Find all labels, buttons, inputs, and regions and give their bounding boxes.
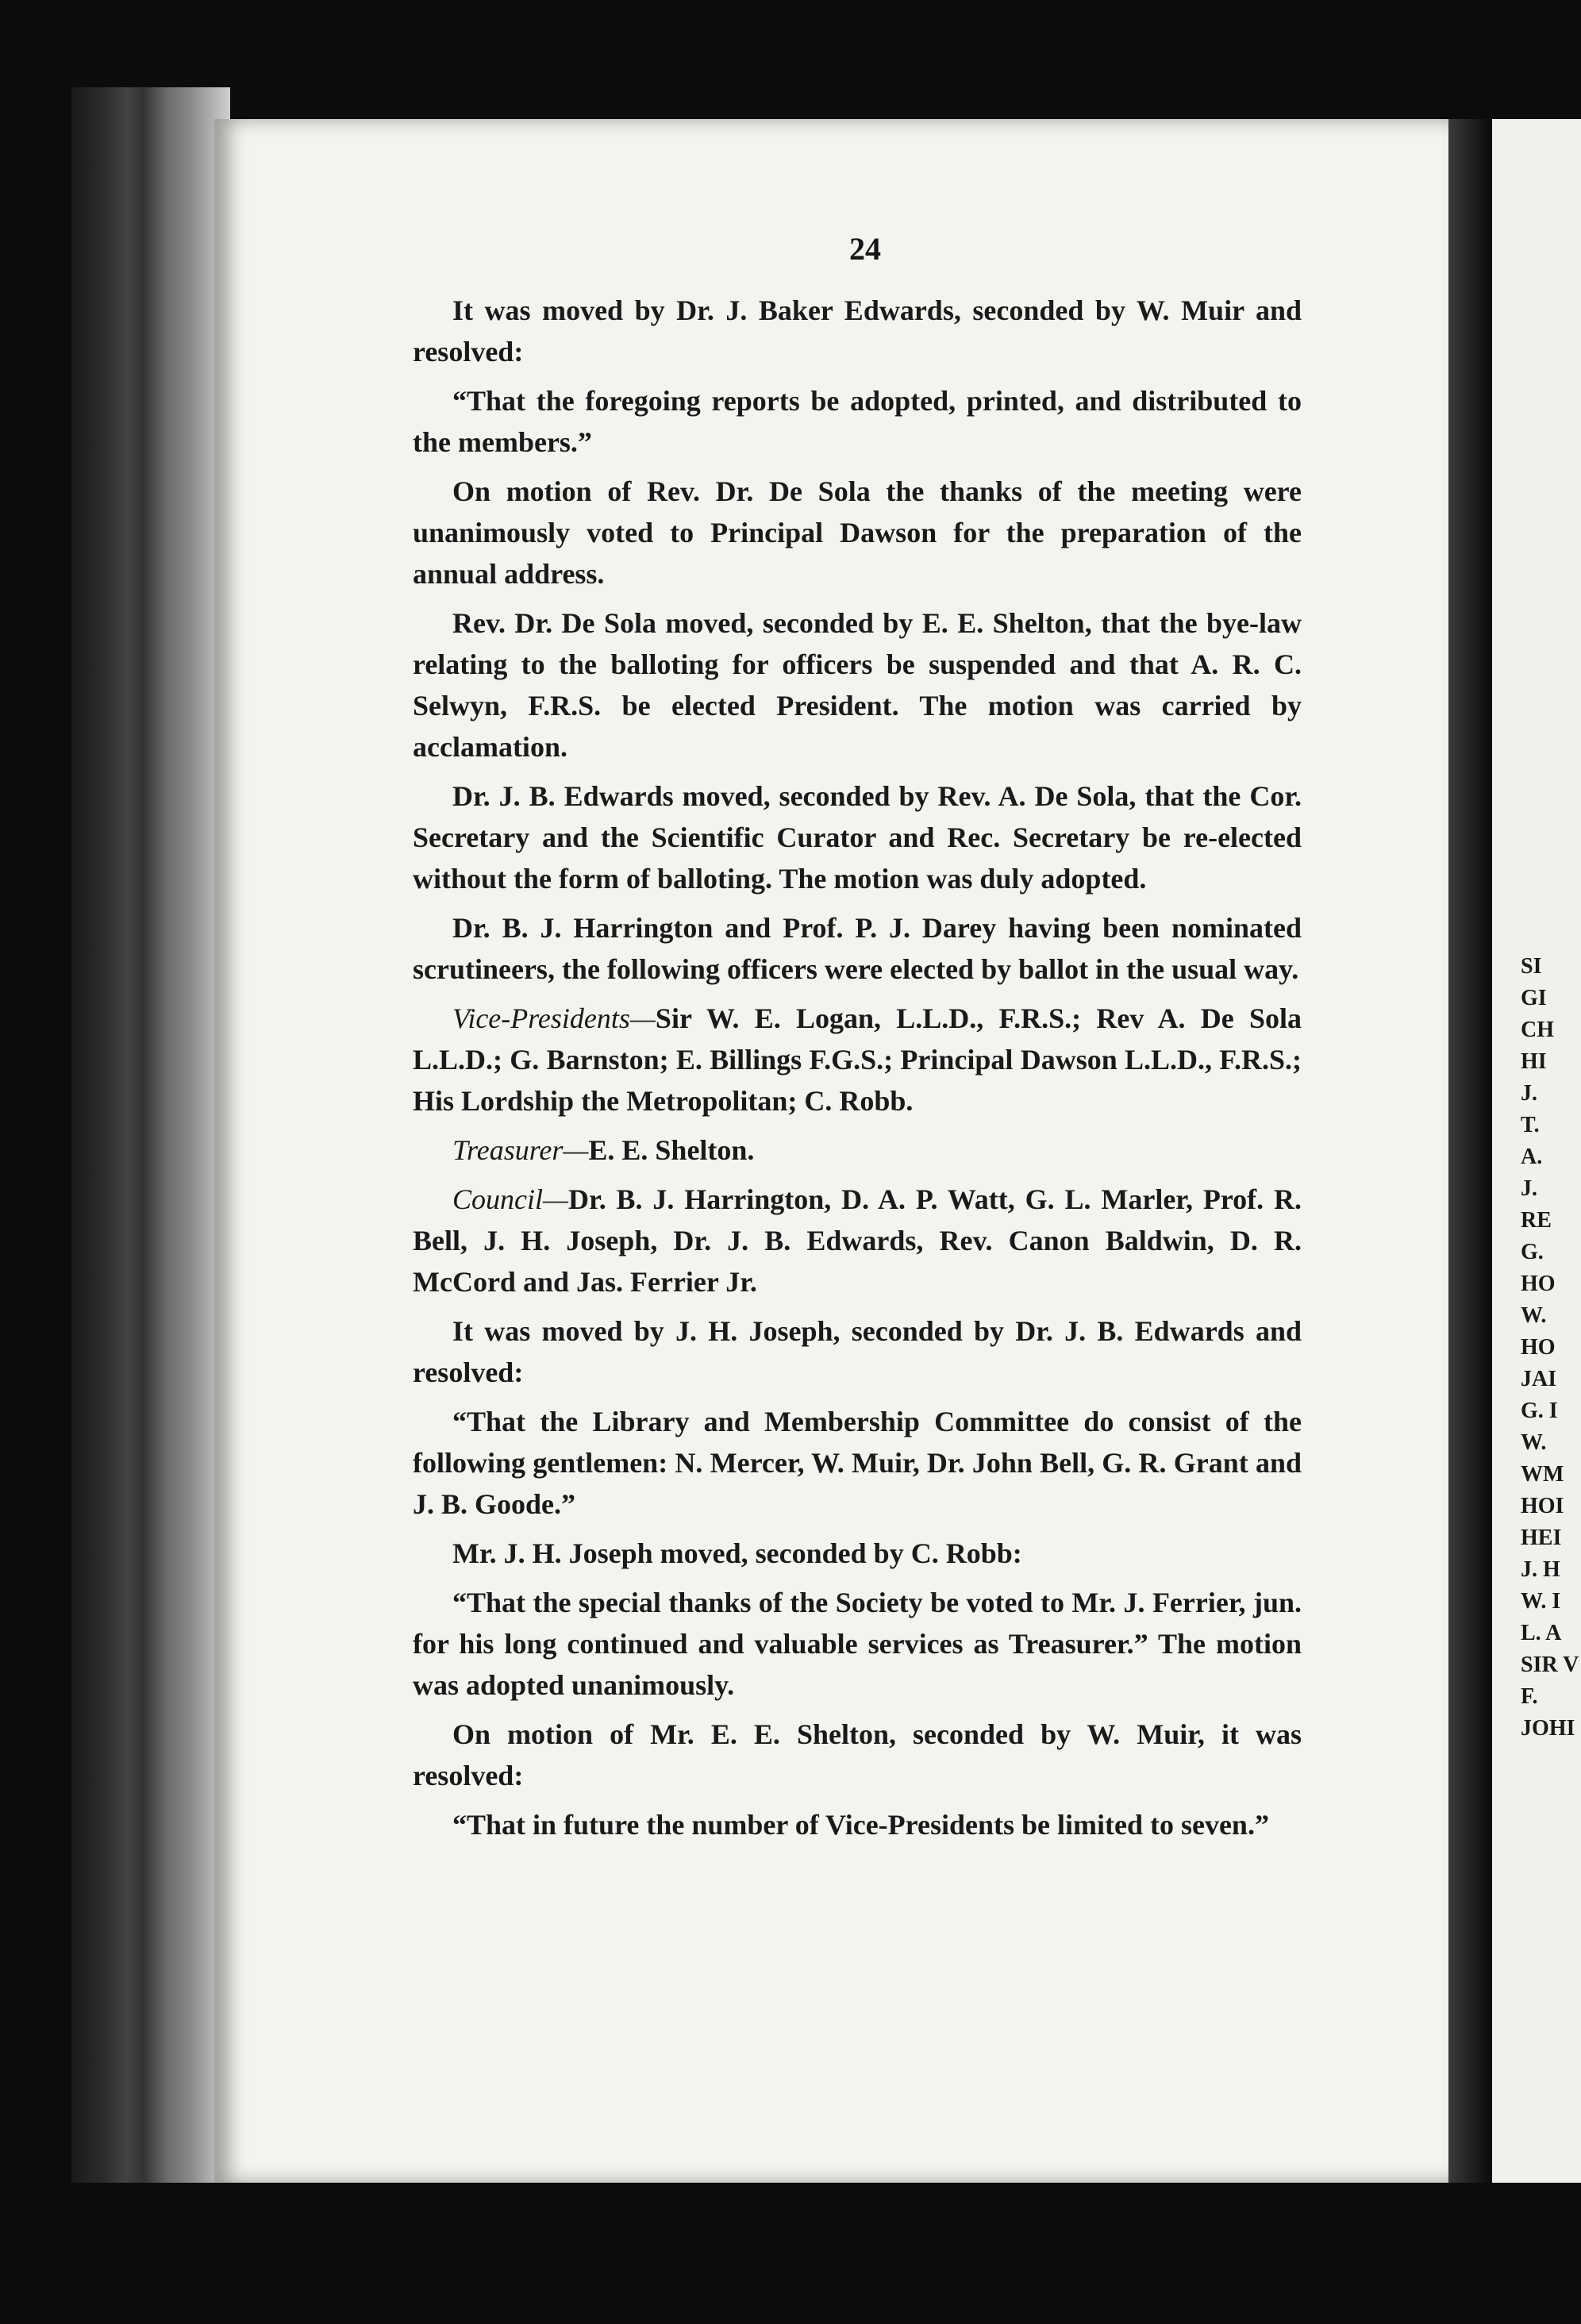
treasurer-label: Treasurer— [452,1134,589,1166]
facing-fragment: J. H [1521,1557,1560,1582]
book-gutter [1448,119,1492,2183]
resolution-quote: “That the special thanks of the Society be voted to Mr. J. Ferrier, jun. for his long continued and valuable services as Treasurer.” The motion was adopted unanimously. [413,1587,1302,1701]
facing-fragment: CH [1521,1018,1554,1042]
facing-fragment: W. [1521,1430,1547,1455]
facing-fragment: WM [1521,1462,1564,1487]
facing-fragment: HO [1521,1272,1556,1296]
treasurer-name: E. E. Shelton. [588,1134,755,1166]
paragraph: It was moved by J. H. Joseph, seconded by Dr. J. B. Edwards and resolved: [413,1315,1302,1388]
facing-fragment: T. [1521,1113,1540,1137]
facing-fragment: G. [1521,1240,1544,1264]
facing-fragment: GI [1521,986,1547,1010]
paragraph: Rev. Dr. De Sola moved, seconded by E. E. Shelton, that the bye-law relating to the balloting for officers be suspended and that A. R. C. Selwyn, F.R.S. be elected President. The motion was carried by acclamation. [413,607,1302,763]
facing-fragment: J. [1521,1176,1537,1201]
paragraph: Dr. J. B. Edwards moved, seconded by Rev. A. De Sola, that the Cor. Secretary and the Scientific Curator and Rec. Secretary be re-elected without the form of balloting. The motion was duly adopted. [413,780,1302,895]
vice-presidents-label: Vice-Presidents— [452,1002,656,1034]
resolution-quote: “That the foregoing reports be adopted, printed, and distributed to the members.” [413,385,1302,458]
facing-fragment: HI [1521,1049,1547,1074]
facing-fragment: SIR V [1521,1653,1579,1677]
paragraph: It was moved by Dr. J. Baker Edwards, seconded by W. Muir and resolved: [413,294,1302,367]
resolution-quote: “That in future the number of Vice-Presidents be limited to seven.” [452,1809,1269,1841]
facing-fragment: HOI [1521,1494,1564,1518]
paragraph: On motion of Mr. E. E. Shelton, seconded by W. Muir, it was resolved: [413,1718,1302,1791]
facing-fragment: SI [1521,954,1542,979]
treasurer-entry [413,1129,1302,1171]
facing-fragment: JAI [1521,1367,1557,1391]
facing-fragment: JOHI [1521,1716,1575,1741]
vice-presidents-entry [413,998,1302,1122]
facing-fragment: HEI [1521,1526,1562,1550]
facing-fragment: L. A [1521,1621,1562,1645]
page-number: 24 [849,231,881,267]
facing-fragment: A. [1521,1145,1543,1169]
paragraph: Mr. J. H. Joseph moved, seconded by C. Robb: [452,1537,1022,1569]
council-entry [413,1179,1302,1302]
council-label: Council— [452,1183,569,1215]
paragraph: On motion of Rev. Dr. De Sola the thanks of the meeting were unanimously voted to Principal Dawson for the preparation of the annual address. [413,475,1302,590]
facing-fragment: F. [1521,1684,1538,1709]
facing-fragment: RE [1521,1208,1552,1233]
facing-fragment: HO [1521,1335,1556,1360]
facing-fragment: W. I [1521,1589,1561,1614]
facing-fragment: W. [1521,1303,1547,1328]
vice-presidents-names: Sir W. E. Logan, L.L.D., F.R.S.; Rev A. De Sola L.L.D.; G. Barnston; E. Billings F.G.S.; Principal Dawson L.L.D., F.R.S.; His Lordship the Metropolitan; C. Robb. [413,1002,1302,1117]
book-page-edges [71,87,230,2183]
council-names: Dr. B. J. Harrington, D. A. P. Watt, G. L. Marler, Prof. R. Bell, J. H. Joseph, Dr. J. B. Edwards, Rev. Canon Baldwin, D. R. McCord and Jas. Ferrier Jr. [413,1183,1302,1298]
paragraph: Dr. B. J. Harrington and Prof. P. J. Darey having been nominated scrutineers, the following officers were elected by ballot in the usual way. [413,912,1302,985]
facing-page-list [1521,951,1581,1745]
body-text [413,290,1302,1853]
facing-fragment: G. I [1521,1399,1558,1423]
resolution-quote: “That the Library and Membership Committee do consist of the following gentlemen: N. Mercer, W. Muir, Dr. John Bell, G. R. Grant and J. B. Goode.” [413,1406,1302,1520]
facing-fragment: J. [1521,1081,1537,1106]
